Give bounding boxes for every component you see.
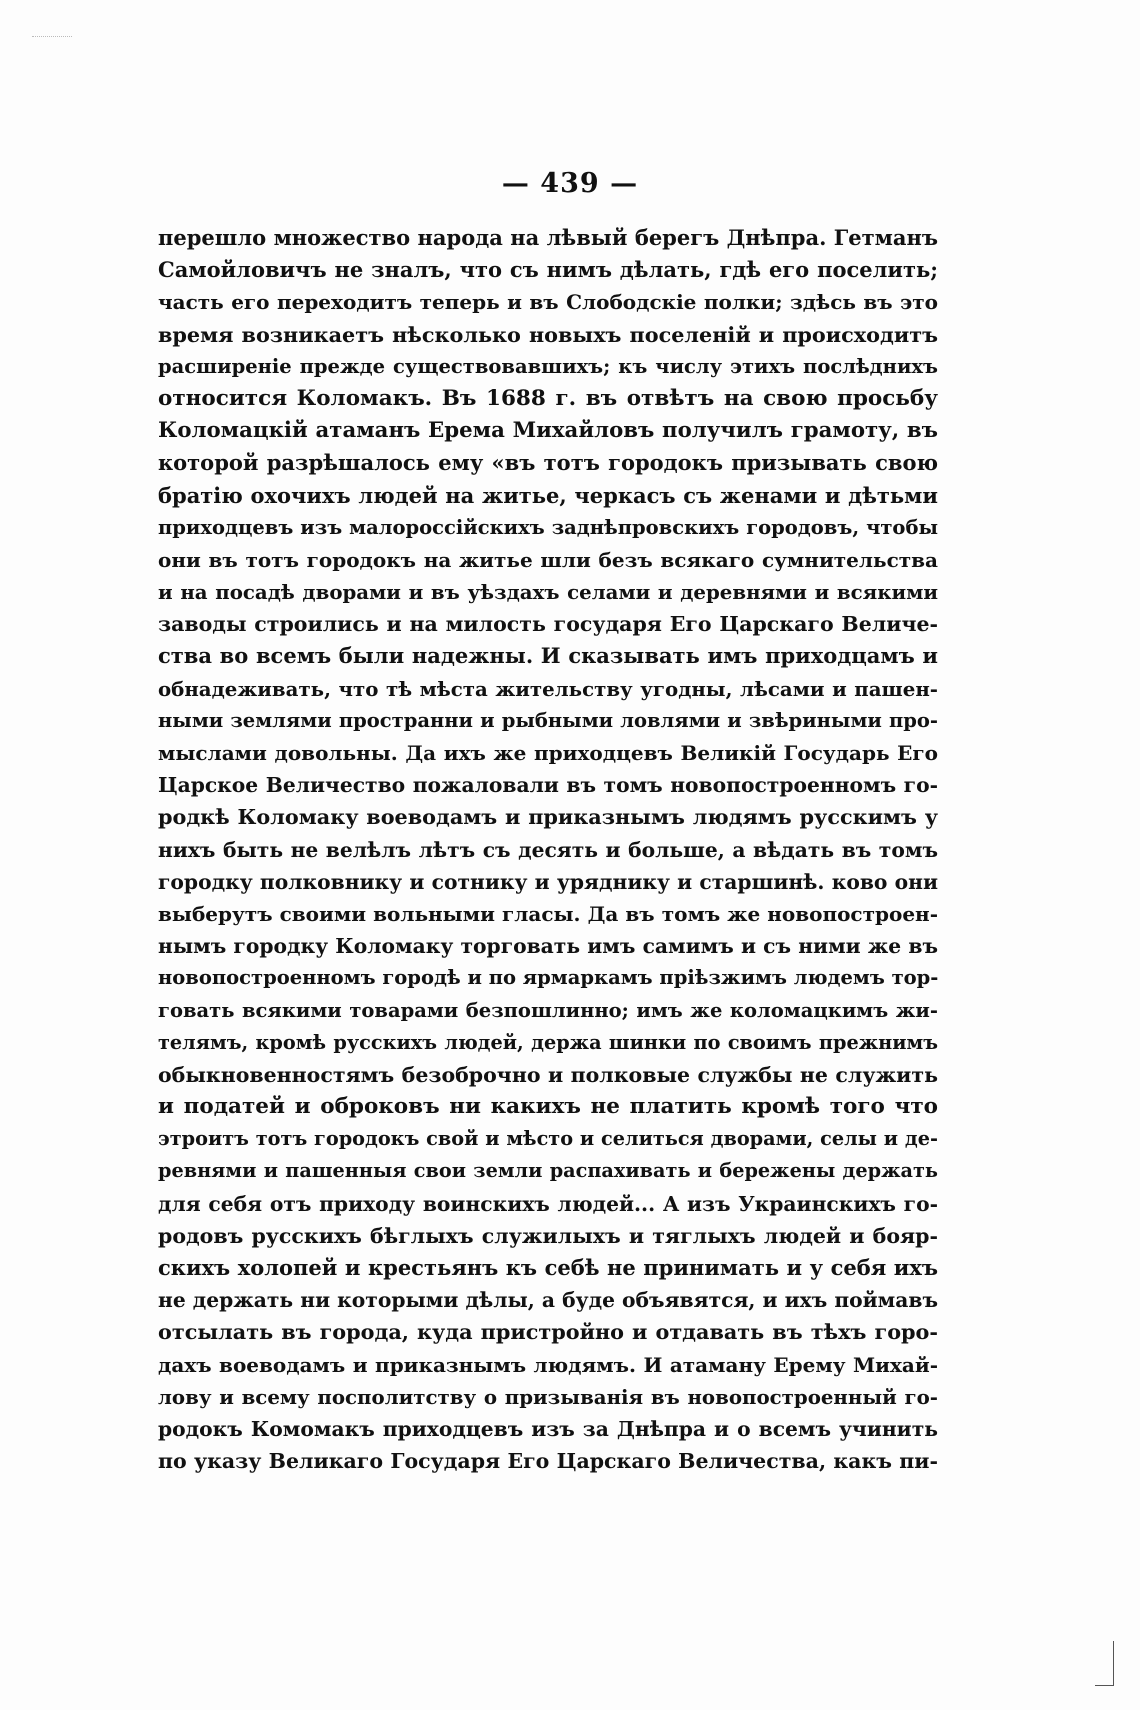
- text-line: время возникаетъ нѣсколько новыхъ поселеній и происходитъ: [158, 322, 938, 347]
- body-text: [158, 222, 938, 1477]
- text-line: часть его переходитъ теперь и въ Слободскіе полки; здѣсь въ это: [158, 290, 938, 315]
- text-line: родкѣ Коломаку воеводамъ и приказнымъ людямъ русскимъ у: [158, 805, 938, 830]
- text-line: ства во всемъ были надежны. И сказывать имъ приходцамъ и: [158, 643, 938, 669]
- text-line: дахъ воеводамъ и приказнымъ людямъ. И атаману Ерему Михай-: [158, 1352, 938, 1377]
- text-line: братію охочихъ людей на житье, черкасъ съ женами и дѣтьми: [158, 482, 938, 508]
- text-line: расширеніе прежде существовавшихъ; къ числу этихъ послѣднихъ: [158, 354, 938, 378]
- page-number: — 439 —: [501, 168, 639, 199]
- text-line: относится Коломакъ. Въ 1688 г. въ отвѣтъ на свою просьбу: [158, 385, 938, 411]
- text-line: новопостроенномъ городѣ и по ярмаркамъ пріѣзжимъ людемъ тор-: [158, 966, 938, 990]
- text-line: Царское Величество пожаловали въ томъ новопостроенномъ го-: [158, 773, 938, 798]
- text-line: и податей и оброковъ ни какихъ не платить кромѣ того что: [158, 1094, 938, 1120]
- text-line: родокъ Комомакъ приходцевъ изъ за Днѣпра и о всемъ учинить: [158, 1416, 938, 1441]
- text-line: выберутъ своими вольными гласы. Да въ томъ же новопостроен-: [158, 901, 938, 926]
- text-line: заводы строились и на милость государя Его Царскаго Величе-: [158, 612, 938, 637]
- text-line: которой разрѣшалось ему «въ тотъ городокъ призывать свою: [158, 450, 938, 476]
- text-line: ревнями и пашенныя свои земли распахивать и бережены держать: [158, 1159, 938, 1183]
- text-line: мыслами довольны. Да ихъ же приходцевъ Великій Государь Его: [158, 741, 938, 765]
- text-line: Самойловичъ не зналъ, что съ нимъ дѣлать, гдѣ его поселить;: [158, 257, 938, 283]
- crop-mark: [1095, 1641, 1114, 1686]
- text-line: обнадеживать, что тѣ мѣста жительству угодны, лѣсами и пашен-: [158, 676, 938, 701]
- text-line: говать всякими товарами безпошлинно; имъ же коломацкимъ жи-: [158, 998, 938, 1022]
- text-line: Коломацкій атаманъ Ерема Михайловъ получилъ грамоту, въ: [158, 418, 938, 444]
- text-line: нымъ городку Коломаку торговать имъ самимъ и съ ними же въ: [158, 934, 938, 959]
- text-line: не держать ни которыми дѣлы, а буде объявятся, и ихъ поймавъ: [158, 1288, 938, 1313]
- scan-artifact: [32, 36, 72, 39]
- text-line: этроитъ тотъ городокъ свой и мѣсто и селиться дворами, селы и де-: [158, 1127, 938, 1151]
- text-line: по указу Великаго Государя Его Царскаго Величества, какъ пи-: [158, 1449, 938, 1474]
- text-line: обыкновенностямъ безоброчно и полковые службы не служить: [158, 1062, 938, 1087]
- text-line: родовъ русскихъ бѣглыхъ служилыхъ и тяглыхъ людей и бояр-: [158, 1223, 938, 1248]
- text-line: телямъ, кромѣ русскихъ людей, держа шинки по своимъ прежнимъ: [158, 1030, 938, 1054]
- text-line: и на посадѣ дворами и въ уѣздахъ селами и деревнями и всякими: [158, 580, 938, 605]
- text-line: для себя отъ приходу воинскихъ людей... А изъ Украинскихъ го-: [158, 1191, 938, 1216]
- text-line: скихъ холопей и крестьянъ къ себѣ не принимать и у себя ихъ: [158, 1255, 938, 1280]
- text-line: приходцевъ изъ малороссійскихъ заднѣпровскихъ городовъ, чтобы: [158, 515, 938, 539]
- text-line: ными землями пространни и рыбными ловлями и звѣриными про-: [158, 708, 938, 732]
- text-line: городку полковнику и сотнику и уряднику и старшинѣ. ково они: [158, 869, 938, 894]
- text-line: они въ тотъ городокъ на житье шли безъ всякаго сумнительства: [158, 547, 938, 572]
- text-line: лову и всему посполитству о призыванія въ новопостроенный го-: [158, 1384, 938, 1409]
- text-line: отсылать въ города, куда пристройно и отдавать въ тѣхъ горо-: [158, 1320, 938, 1345]
- text-line: нихъ быть не велѣлъ лѣтъ съ десять и больше, а вѣдать въ томъ: [158, 837, 938, 862]
- text-line: перешло множество народа на лѣвый берегъ Днѣпра. Гетманъ: [158, 225, 938, 250]
